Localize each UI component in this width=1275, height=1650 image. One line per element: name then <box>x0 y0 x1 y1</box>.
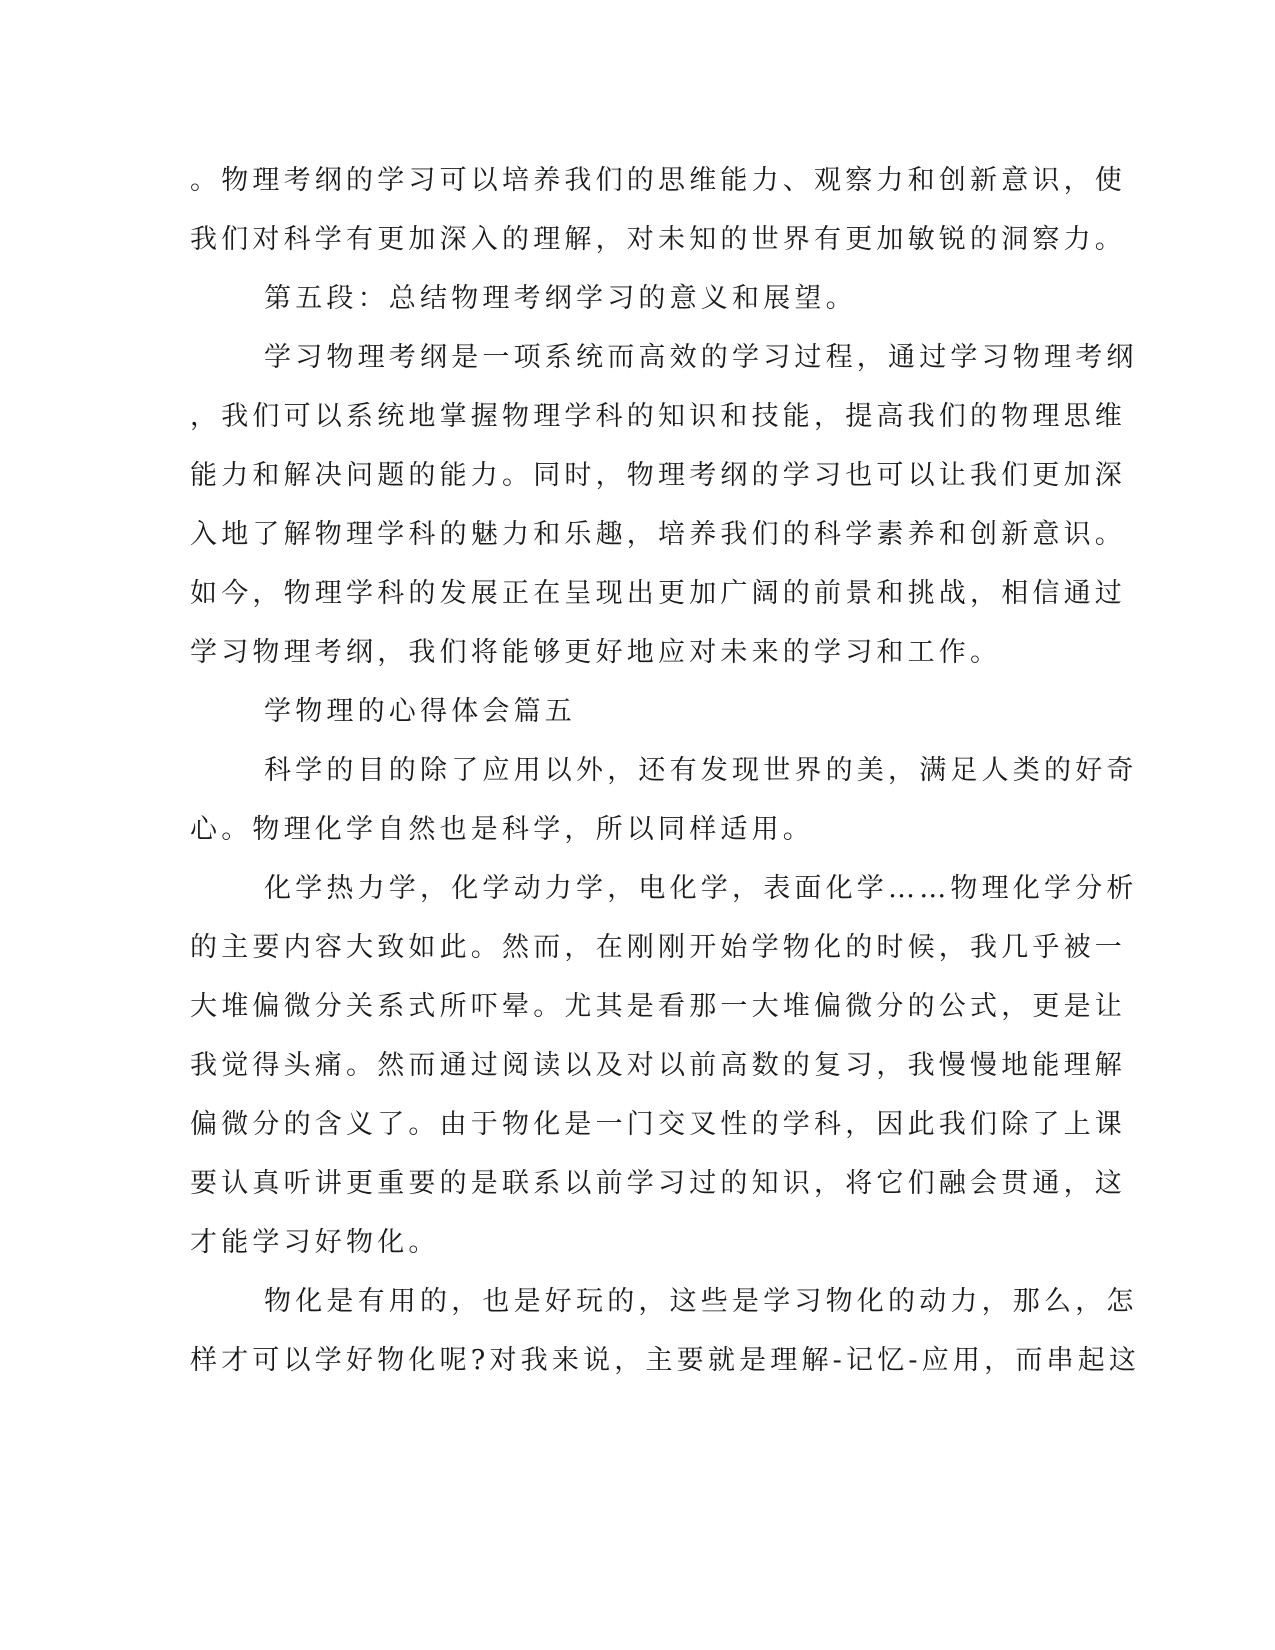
paragraph-start-line: 科学的目的除了应用以外，还有发现世界的美，满足人类的好奇 <box>264 755 1138 786</box>
paragraph-start-line: 物化是有用的，也是好玩的，这些是学习物化的动力，那么，怎 <box>264 1286 1138 1317</box>
text-line: 的主要内容大致如此。然而，在刚刚开始学物化的时候，我几乎被一 <box>190 932 1126 963</box>
text-line: 偏微分的含义了。由于物化是一门交叉性的学科，因此我们除了上课 <box>190 1109 1126 1140</box>
text-line: 我觉得头痛。然而通过阅读以及对以前高数的复习，我慢慢地能理解 <box>190 1050 1126 1081</box>
paragraph-start-line: 学习物理考纲是一项系统而高效的学习过程，通过学习物理考纲 <box>264 342 1138 373</box>
text-line: 心。物理化学自然也是科学，所以同样适用。 <box>190 814 814 845</box>
text-line: 如今，物理学科的发展正在呈现出更加广阔的前景和挑战，相信通过 <box>190 578 1126 609</box>
text-line: ，我们可以系统地掌握物理学科的知识和技能，提高我们的物理思维 <box>190 401 1126 432</box>
text-line: 我们对科学有更加深入的理解，对未知的世界有更加敏锐的洞察力。 <box>190 224 1126 255</box>
text-line: 学习物理考纲，我们将能够更好地应对未来的学习和工作。 <box>190 637 1002 668</box>
text-line: 要认真听讲更重要的是联系以前学习过的知识，将它们融会贯通，这 <box>190 1168 1126 1199</box>
section-heading: 第五段：总结物理考纲学习的意义和展望。 <box>264 283 857 314</box>
text-line: 入地了解物理学科的魅力和乐趣，培养我们的科学素养和创新意识。 <box>190 519 1126 550</box>
text-line: 样才可以学好物化呢?对我来说，主要就是理解-记忆-应用，而串起这 <box>190 1345 1141 1376</box>
text-line: 能力和解决问题的能力。同时，物理考纲的学习也可以让我们更加深 <box>190 460 1126 491</box>
text-line: 。物理考纲的学习可以培养我们的思维能力、观察力和创新意识，使 <box>190 165 1126 196</box>
text-line: 大堆偏微分关系式所吓晕。尤其是看那一大堆偏微分的公式，更是让 <box>190 991 1126 1022</box>
paragraph-start-line: 化学热力学，化学动力学，电化学，表面化学……物理化学分析 <box>264 873 1138 904</box>
article-title: 学物理的心得体会篇五 <box>264 696 576 727</box>
text-line: 才能学习好物化。 <box>190 1227 440 1258</box>
